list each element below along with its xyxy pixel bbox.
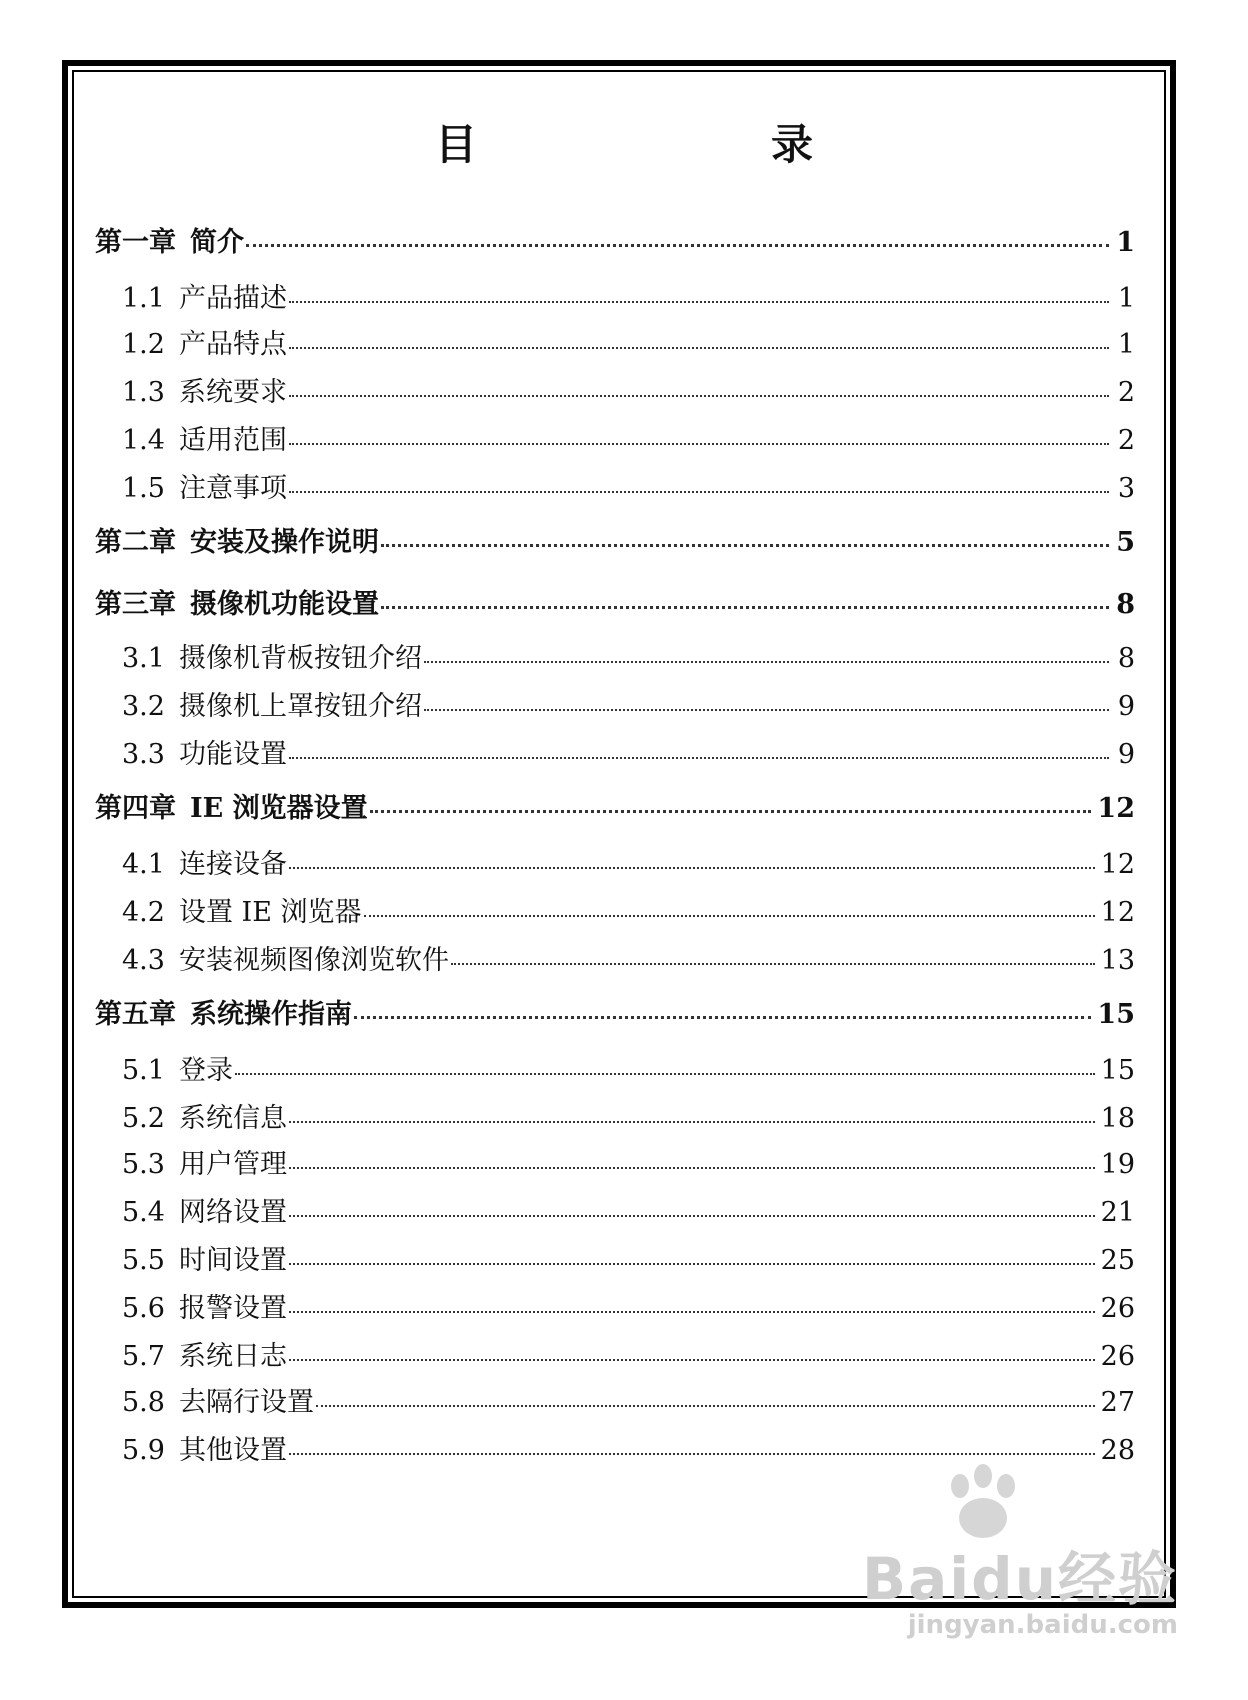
dot-leader	[424, 661, 1109, 663]
toc-page-number: 9	[1117, 739, 1135, 770]
toc-entry-number: 5.2	[122, 1103, 165, 1134]
toc-entry-number: 4.2	[122, 897, 165, 928]
dot-leader	[289, 1121, 1095, 1123]
dot-leader	[289, 443, 1109, 445]
toc-entry-number: 3.3	[122, 739, 165, 770]
dot-leader	[289, 1359, 1095, 1361]
toc-page-number: 15	[1100, 1055, 1135, 1086]
toc-section-row[interactable]	[95, 1380, 1135, 1419]
toc-entry-label: 安装及操作说明	[190, 527, 379, 558]
dot-leader	[424, 709, 1109, 711]
toc-entry-number: 5.5	[122, 1245, 165, 1276]
toc-page-number: 12	[1100, 897, 1135, 928]
toc-entry-number: 3.1	[122, 643, 165, 674]
toc-section-row[interactable]	[95, 1238, 1135, 1277]
toc-section-row[interactable]	[95, 684, 1135, 723]
toc-section-row[interactable]	[95, 370, 1135, 409]
dot-leader	[316, 1405, 1095, 1407]
toc-chapter-row[interactable]	[95, 220, 1135, 259]
toc-entry-label: 去隔行设置	[178, 1387, 314, 1418]
dot-leader	[381, 606, 1109, 609]
dot-leader	[289, 1311, 1095, 1313]
toc-entry-label: 其他设置	[178, 1435, 287, 1466]
toc-chapter-row[interactable]	[95, 582, 1135, 621]
toc-entry-number: 5.1	[122, 1055, 165, 1086]
toc-entry-number: 第五章	[95, 999, 176, 1030]
toc-entry-number: 第一章	[95, 227, 176, 258]
toc-page-number: 5	[1116, 527, 1135, 558]
watermark	[862, 1532, 1178, 1640]
dot-leader	[370, 810, 1092, 813]
toc-page-number: 1	[1117, 283, 1135, 314]
toc-entry-number: 5.6	[122, 1293, 165, 1324]
toc-page-number: 25	[1100, 1245, 1135, 1276]
toc-section-row[interactable]	[95, 938, 1135, 977]
toc-entry-label: 注意事项	[178, 473, 287, 504]
dot-leader	[289, 757, 1109, 759]
toc-section-row[interactable]	[95, 842, 1135, 881]
toc-page-number: 2	[1117, 377, 1135, 408]
toc-page-number: 12	[1100, 849, 1135, 880]
dot-leader	[289, 1167, 1095, 1169]
toc-section-row[interactable]	[95, 1142, 1135, 1181]
toc-section-row[interactable]	[95, 276, 1135, 315]
watermark-logo-text: Baidu经验	[861, 1545, 1178, 1613]
toc-entry-label: 系统日志	[178, 1341, 287, 1372]
toc-entry-number: 1.4	[122, 425, 165, 456]
toc-entry-label: 系统操作指南	[190, 999, 352, 1030]
toc-entry-label: 产品描述	[178, 283, 287, 314]
dot-leader	[289, 491, 1109, 493]
toc-page-number: 2	[1117, 425, 1135, 456]
toc-entry-label: 产品特点	[178, 329, 287, 360]
toc-entry-number: 5.7	[122, 1341, 165, 1372]
toc-entry-number: 第三章	[95, 589, 176, 620]
dot-leader	[246, 244, 1109, 247]
dot-leader	[289, 1263, 1095, 1265]
toc-page-number: 18	[1100, 1103, 1135, 1134]
toc-chapter-row[interactable]	[95, 786, 1135, 825]
toc-entry-label: 时间设置	[178, 1245, 287, 1276]
toc-page-number: 28	[1100, 1435, 1135, 1466]
dot-leader	[289, 301, 1109, 303]
dot-leader	[289, 867, 1095, 869]
toc-entry-label: 报警设置	[178, 1293, 287, 1324]
toc-page-number: 19	[1100, 1149, 1135, 1180]
toc-entry-number: 5.3	[122, 1149, 165, 1180]
dot-leader	[451, 963, 1095, 965]
toc-entry-label: 摄像机功能设置	[190, 589, 379, 620]
toc-page-number: 1	[1116, 227, 1135, 258]
toc-page-number: 12	[1097, 793, 1135, 824]
dot-leader	[364, 915, 1095, 917]
toc-entry-label: 网络设置	[178, 1197, 287, 1228]
dot-leader	[354, 1016, 1091, 1019]
toc-section-row[interactable]	[95, 466, 1135, 505]
toc-page-number: 26	[1100, 1341, 1135, 1372]
toc-section-row[interactable]	[95, 1048, 1135, 1087]
toc-section-row[interactable]	[95, 890, 1135, 929]
page-title: 目 录	[434, 120, 883, 169]
toc-entry-number: 1.2	[122, 329, 165, 360]
dot-leader	[381, 544, 1109, 547]
dot-leader	[235, 1073, 1095, 1075]
watermark-url: jingyan.baidu.com	[907, 1610, 1178, 1640]
toc-entry-label: 系统信息	[178, 1103, 287, 1134]
toc-entry-label: 适用范围	[178, 425, 287, 456]
toc-entry-label: 摄像机上罩按钮介绍	[178, 691, 422, 722]
toc-section-row[interactable]	[95, 1334, 1135, 1373]
toc-page-number: 8	[1116, 589, 1135, 620]
toc-section-row[interactable]	[95, 1190, 1135, 1229]
dot-leader	[289, 1215, 1095, 1217]
dot-leader	[289, 347, 1109, 349]
toc-entry-label: 设置 IE 浏览器	[178, 897, 362, 928]
toc-entry-number: 3.2	[122, 691, 165, 722]
toc-page-number: 15	[1097, 999, 1135, 1030]
toc-entry-number: 1.1	[122, 283, 165, 314]
toc-page-number: 13	[1100, 945, 1135, 976]
toc-page-number: 27	[1100, 1387, 1135, 1418]
toc-section-row[interactable]	[95, 1286, 1135, 1325]
toc-entry-number: 4.3	[122, 945, 165, 976]
toc-page-number: 9	[1117, 691, 1135, 722]
toc-page-number: 21	[1100, 1197, 1135, 1228]
toc-entry-number: 1.5	[122, 473, 165, 504]
toc-entry-number: 1.3	[122, 377, 165, 408]
toc-section-row[interactable]	[95, 322, 1135, 361]
toc-entry-number: 第四章	[95, 793, 176, 824]
toc-section-row[interactable]	[95, 1096, 1135, 1135]
toc-entry-label: IE 浏览器设置	[190, 793, 368, 824]
toc-entry-label: 登录	[178, 1055, 233, 1086]
toc-page-number: 3	[1117, 473, 1135, 504]
dot-leader	[289, 1453, 1095, 1455]
toc-section-row[interactable]	[95, 732, 1135, 771]
dot-leader	[289, 395, 1109, 397]
toc-page-number: 1	[1117, 329, 1135, 360]
toc-chapter-row[interactable]	[95, 520, 1135, 559]
toc-entry-number: 4.1	[122, 849, 165, 880]
toc-entry-label: 连接设备	[178, 849, 287, 880]
toc-entry-number: 第二章	[95, 527, 176, 558]
toc-entry-label: 用户管理	[178, 1149, 287, 1180]
toc-section-row[interactable]	[95, 418, 1135, 457]
toc-page-number: 8	[1117, 643, 1135, 674]
toc-entry-label: 功能设置	[178, 739, 287, 770]
toc-entry-label: 简介	[190, 227, 244, 258]
toc-entry-label: 系统要求	[178, 377, 287, 408]
toc-entry-number: 5.9	[122, 1435, 165, 1466]
toc-section-row[interactable]	[95, 636, 1135, 675]
toc-entry-number: 5.4	[122, 1197, 165, 1228]
toc-chapter-row[interactable]	[95, 992, 1135, 1031]
toc-entry-label: 安装视频图像浏览软件	[178, 945, 449, 976]
toc-entry-number: 5.8	[122, 1387, 165, 1418]
toc-entry-label: 摄像机背板按钮介绍	[178, 643, 422, 674]
toc-page-number: 26	[1100, 1293, 1135, 1324]
